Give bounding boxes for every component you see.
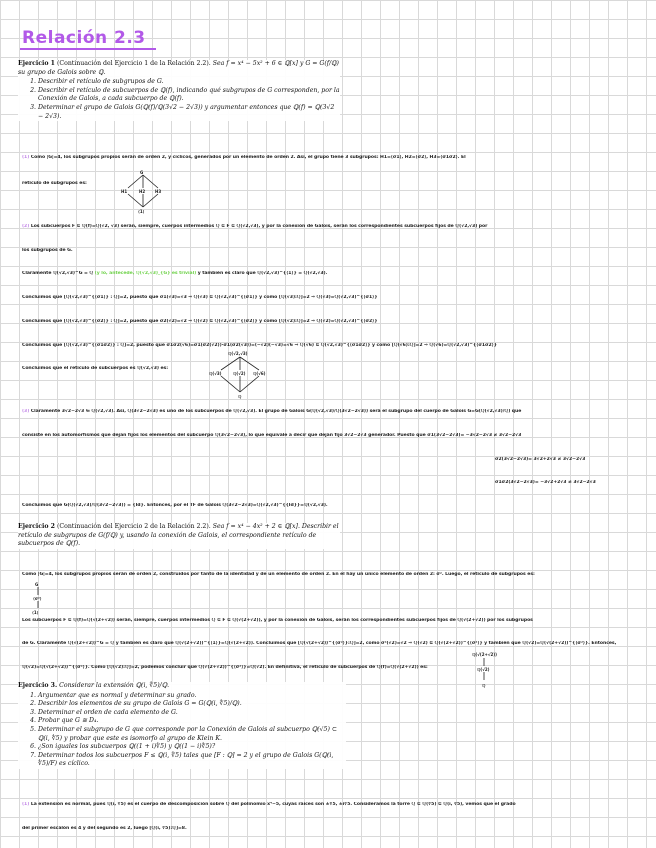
item-marker: (2)	[22, 224, 30, 229]
exercise-3-item: 4. Probar que G ≅ D₄.	[38, 717, 346, 726]
lattice-node: ⟨σ²⟩	[33, 596, 42, 601]
exercise-3-item: 5. Determinar el subgrupo de G que corresponde por la Conexión de Galois al subcuerpo ℚ(√5) ⊂ ℚ(i, ∜5) y probar que este es isomorfo al grupo de Klein K.	[38, 726, 346, 743]
lattice-node: G	[35, 582, 39, 587]
lattice-node: H3	[155, 189, 162, 194]
lattice-node: ⟨1⟩	[32, 610, 39, 615]
exercise-2-head: Ejercicio 2	[18, 523, 55, 530]
note-line: (3) Claramente 3√2−2√3 ∈ ℚ(√2,√3). Así, ℚ(3√2−2√3) es uno de los subcuerpos de ℚ(√2,√3). El grupo de Galois G(ℚ(√2,√3)/ℚ(3√2−2√3)) será el subgrupo del cuerpo de Galois G=G(ℚ(√2,√3)/ℚ) que	[22, 409, 522, 414]
note-line: (1) La extensión es normal, pues ℚ(i, ∜5) es el cuerpo de descomposición sobre ℚ del polinomio x⁴−5, cuyas raíces son ±∜5, ±i∜5. Consideramos la torre ℚ ⊆ ℚ(∜5) ⊆ ℚ(i, ∜5), vemos que el grado	[22, 802, 516, 807]
exercise-1-text: Sea f = x⁴ − 5x² + 6 ∈ ℚ[x] y G = G(f/ℚ) su grupo de Galois sobre ℚ.	[18, 60, 339, 76]
lattice-node: ℚ(√2,√3)	[228, 351, 248, 356]
exercise-1-items	[18, 78, 340, 121]
note-line: Concluimos que [ℚ(√2,√3)^{⟨σ2⟩} : ℚ]=2, puesto que σ2(√2)=√2 ⇒ ℚ(√2) ⊆ ℚ(√2,√3)^{⟨σ2⟩} y como [ℚ(√2):ℚ]=2 ⇒ ℚ(√2)=ℚ(√2,√3)^{⟨σ2⟩}	[22, 319, 378, 324]
exercise-1-statement	[18, 60, 340, 121]
note-line: retículo de subgrupos es:	[22, 181, 87, 186]
item-marker: (3)	[22, 409, 30, 414]
lattice-node: ℚ(√6)	[253, 371, 266, 376]
exercise-1-context: (Continuación del Ejercicio 1 de la Relación 2.2).	[56, 60, 211, 67]
note-line: Concluimos que el retículo de subcuerpos es ℚ(√2,√3) es:	[22, 366, 169, 371]
exercise-3-text: Considerar la extensión ℚ(i, ∜5)/ℚ.	[59, 682, 170, 689]
note-line: Los subcuerpos F ⊆ ℚ(f)=ℚ(√(2+√2)) serán, siempre, cuerpos intermedios ℚ ⊆ F ⊆ ℚ(√(2+√2)), y por la conexión de Galois, serán los correspondientes subcuerpos fijos de ℚ(√(2+√2)) por los subgrupos	[22, 618, 533, 623]
exercise-3-statement	[18, 682, 346, 769]
note-line: del primer escalón es 4 y del segundo es 2, luego [ℚ(i, ∜5):ℚ]=8.	[22, 826, 187, 831]
subfield-lattice-1	[208, 348, 272, 402]
lattice-node: H2	[139, 189, 146, 194]
lattice-node: ℚ(√3)	[209, 371, 222, 376]
note-line: consiste en los automorfismos que dejan fijos los elementos del subcuerpo ℚ(3√2−2√3), lo que equivale a decir que dejan fijo 3√2−2√3 generador. Puesto que σ1(3√2−2√3)= −3√2−2√3 ≠ 3√2−2√3	[22, 433, 522, 438]
exercise-1-item: 1. Describir el retículo de subgrupos de G.	[38, 78, 340, 87]
title-underline	[20, 48, 156, 50]
lattice-node: ℚ(√2)	[477, 667, 490, 672]
subgroup-lattice-1	[118, 168, 168, 216]
exercise-2-context: (Continuación del Ejercicio 2 de la Relación 2.2).	[56, 523, 211, 530]
lattice-node: ⟨1⟩	[138, 209, 145, 214]
note-line: σ2(3√2−2√3)= 3√2+2√3 ≠ 3√2−2√3	[495, 457, 586, 462]
note-line: (1) Como |G|=4, los subgrupos propios serán de orden 2, y cíclicos, generados por un elemento de orden 2. Así, el grupo tiene 3 subgrupos: H1=⟨σ1⟩, H2=⟨σ2⟩, H3=⟨σ1σ2⟩. El	[22, 155, 466, 160]
subgroup-lattice-2	[30, 580, 54, 616]
lattice-node: G	[140, 170, 144, 175]
note-line: Como |G|=4, los subgrupos propios serán de orden 2, construidos por tanto de la identidad y de un elemento de orden 2. En el hay un único elemento de orden 2: σ². Luego, el retículo de subgrupos es:	[22, 572, 535, 577]
exercise-1-item: 3. Determinar el grupo de Galois G(ℚ(f)/ℚ(3√2 − 2√3)) y argumentar entonces que ℚ(f) = ℚ(3√2 − 2√3).	[38, 104, 340, 121]
page-title: Relación 2.3	[22, 28, 146, 48]
subfield-lattice-2	[470, 650, 510, 690]
note-line: σ1σ2(3√2−2√3)= −3√2+2√3 ≠ 3√2−2√3	[495, 480, 596, 485]
note-line: los subgrupos de G.	[22, 248, 73, 253]
note-line: de G. Claramente ℚ(√(2+√2))^G = ℚ y también es claro que ℚ(√(2+√2))^{⟨1⟩}=ℚ(√(2+√2)). Concluimos que [ℚ(√(2+√2))^{⟨σ²⟩}:ℚ]=2, como σ²(√2)=√2 ⇒ ℚ(√2) ⊆ ℚ(√(2+√2))^{⟨σ²⟩} y también que ℚ(√2)=ℚ(√(2+√2))^{⟨σ²⟩}. Entonces,	[22, 641, 617, 646]
exercise-2-statement	[18, 523, 340, 549]
lattice-node: H1	[121, 189, 128, 194]
item-marker: (1)	[22, 802, 30, 807]
lattice-node: ℚ	[482, 683, 486, 688]
exercise-1-head: Ejercicio 1	[18, 60, 55, 67]
note-line: Concluimos que G(ℚ(√2,√3)/ℚ(3√2−2√3)) = {Id}. Entonces, por el TF de Galois ℚ(3√2−2√3)=ℚ(√2,√3)^{{Id}}=ℚ(√2,√3).	[22, 503, 328, 508]
lattice-node: ℚ	[238, 394, 242, 399]
exercise-3-item: 3. Determinar el orden de cada elemento de G.	[38, 709, 346, 718]
green-highlight: (y lo, antecede, ℚ(√2,√3)_{G} es trivial)	[94, 271, 197, 276]
exercise-3-item: 7. Determinar todos los subcuerpos F ≤ ℚ(i, ∜5) tales que [F : ℚ] = 2 y el grupo de Galois G(ℚ(i, ∜5)/F) es cíclico.	[38, 752, 346, 769]
exercise-3-item: 1. Argumentar que es normal y determinar su grado.	[38, 692, 346, 701]
exercise-1-item: 2. Describir el retículo de subcuerpos de ℚ(f), indicando qué subgrupos de G corresponden, por la Conexión de Galois, a cada subcuerpo de ℚ(f).	[38, 87, 340, 104]
lattice-node: ℚ(√2)	[233, 371, 246, 376]
exercise-3-item: 2. Describir los elementos de su grupo de Galois G = G(ℚ(i, ∜5)/ℚ).	[38, 700, 346, 709]
item-marker: (1)	[22, 155, 30, 160]
note-line: Concluimos que [ℚ(√2,√3)^{⟨σ1⟩} : ℚ]=2, puesto que σ1(√3)=√3 ⇒ ℚ(√3) ⊆ ℚ(√2,√3)^{⟨σ1⟩} y como [ℚ(√3):ℚ]=2 ⇒ ℚ(√3)=ℚ(√2,√3)^{⟨σ1⟩}	[22, 295, 378, 300]
note-line: Concluimos que [ℚ(√2,√3)^{⟨σ1σ2⟩} : ℚ]=2, puesto que σ1σ2(√6)=σ1(σ2(√2))·σ1(σ2(√3))=(−√2)(−√3)=√6 ⇒ ℚ(√6) ⊆ ℚ(√2,√3)^{⟨σ1σ2⟩} y como [ℚ(√6):ℚ]=2 ⇒ ℚ(√6)=ℚ(√2,√3)^{⟨σ1σ2⟩}	[22, 343, 497, 348]
exercise-3-head: Ejercicio 3.	[18, 682, 58, 689]
note-line: (2) Los subcuerpos F ⊆ ℚ(f)=ℚ(√2, √3) serán, siempre, cuerpos intermedios ℚ ⊆ F ⊆ ℚ(√2,√3), y por la conexión de Galois, serán los correspondientes subcuerpos fijos de ℚ(√2,√3) por	[22, 224, 488, 229]
note-line: ℚ(√2)=ℚ(√(2+√2))^{⟨σ²⟩}. Como [ℚ(√2):ℚ]=2, podemos concluir que ℚ(√(2+√2))^{⟨σ²⟩}=ℚ(√2). En definitiva, el retículo de subcuerpos de ℚ(f)=ℚ(√(2+√2)) es:	[22, 665, 428, 670]
exercise-3-items	[18, 692, 346, 769]
exercise-2-text: Sea f = x⁴ − 4x² + 2 ∈ ℚ[x]. Describir el retículo de subgrupos de G(f/ℚ) y, usando la conexión de Galois, el correspondiente retículo de subcuerpos de ℚ(f).	[18, 523, 339, 548]
lattice-node: ℚ(√(2+√2))	[472, 652, 497, 657]
note-line: Claramente ℚ(√2,√3)^G = ℚ (y lo, antecede, ℚ(√2,√3)_{G} es trivial) y también es claro que ℚ(√2,√3)^{⟨1⟩} = ℚ(√2,√3).	[22, 271, 328, 276]
exercise-3-item: 6. ¿Son iguales los subcuerpos ℚ((1 + i)∜5) y ℚ((1 − i)∜5)?	[38, 743, 346, 752]
